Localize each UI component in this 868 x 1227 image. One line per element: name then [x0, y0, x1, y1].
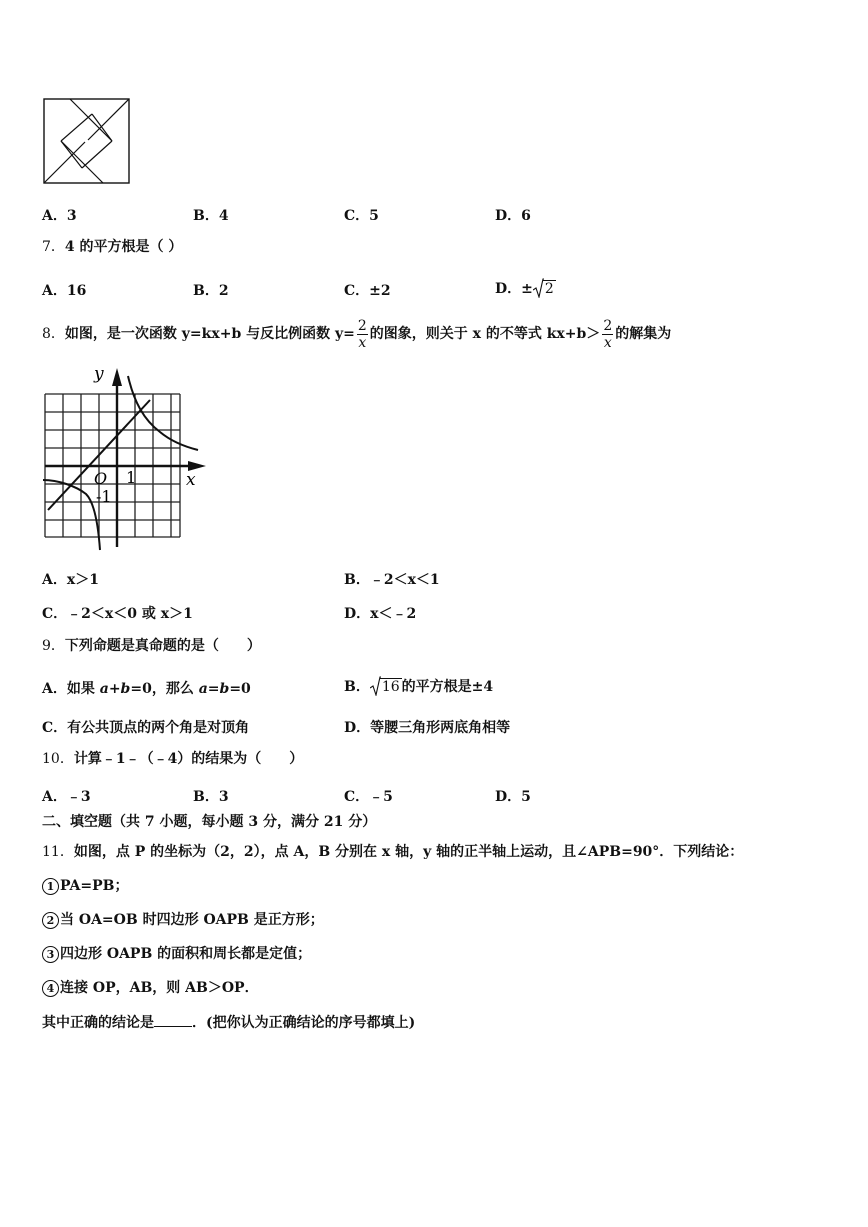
option-text: 3: [66, 208, 77, 224]
option-letter: C．: [344, 208, 370, 224]
option-letter: B．: [193, 208, 219, 224]
q7-option-c[interactable]: [344, 280, 391, 300]
fraction-denominator: x: [358, 334, 367, 351]
x-axis-label: x: [186, 470, 196, 490]
q6-option-d[interactable]: [495, 205, 531, 225]
item-text: PA=PB；: [60, 878, 129, 894]
option-letter: A．: [42, 572, 67, 588]
radicand: 16: [381, 679, 400, 695]
option-text: 的平方根是±4: [401, 679, 494, 695]
math-expression: a+b: [99, 681, 131, 697]
circled-number: 2: [42, 912, 59, 929]
item-text: 四边形 OAPB 的面积和周长都是定值；: [60, 946, 312, 962]
q8-option-d[interactable]: [344, 603, 416, 623]
option-letter: D．: [344, 720, 371, 736]
y-tick-label-neg1: -1: [96, 487, 112, 506]
q11-stem: [42, 842, 743, 862]
q11-item-3: [42, 944, 311, 964]
option-letter: C．: [42, 720, 68, 736]
q7-option-a[interactable]: [42, 280, 86, 300]
option-text: 4: [218, 208, 229, 224]
option-letter: B．: [193, 283, 219, 299]
question-number: 8．: [42, 326, 65, 342]
y-axis-label: y: [94, 364, 104, 384]
question-text: 如图，点 P 的坐标为（2，2），点 A，B 分别在 x 轴，y 轴的正半轴上运动，且∠APB=90°．下列结论：: [73, 844, 744, 860]
q10-option-d[interactable]: [495, 786, 531, 806]
q9-option-d[interactable]: [344, 717, 510, 737]
option-text: 有公共顶点的两个角是对顶角: [67, 720, 250, 736]
q8-option-b[interactable]: [344, 569, 440, 589]
option-letter: A．: [42, 789, 67, 805]
x-tick-label-1: 1: [126, 468, 137, 487]
question-text: 计算﹣1﹣（﹣4）的结果为（ ）: [73, 751, 304, 767]
option-letter: B．: [193, 789, 219, 805]
option-text: 16: [66, 283, 87, 299]
option-text: ±: [521, 281, 533, 297]
q10-option-b[interactable]: [193, 786, 229, 806]
option-text: 2: [218, 283, 229, 299]
q9-option-c[interactable]: [42, 717, 249, 737]
radicand: 2: [544, 281, 554, 297]
option-text: 5: [521, 789, 531, 805]
q9-option-a[interactable]: [42, 678, 251, 698]
q10-option-c[interactable]: [344, 786, 393, 806]
answer-prefix: 其中正确的结论是: [42, 1015, 154, 1031]
question-text-part2: 的图象，则关于 x 的不等式 kx+b＞: [369, 326, 601, 342]
q9-stem: [42, 636, 261, 656]
circled-number: 4: [42, 980, 59, 997]
question-number: 11．: [42, 844, 74, 860]
function-graph: [40, 362, 208, 552]
square-pinwheel-figure: [40, 96, 134, 186]
question-number: 7．: [42, 239, 65, 255]
option-text: 等腰三角形两底角相等: [370, 720, 511, 736]
option-letter: B．: [344, 572, 370, 588]
q8-option-a[interactable]: [42, 569, 99, 589]
option-letter: A．: [42, 208, 67, 224]
option-text: x＞1: [66, 572, 99, 588]
item-text: 当 OA=OB 时四边形 OAPB 是正方形；: [60, 912, 324, 928]
circled-number: 3: [42, 946, 59, 963]
fraction-numerator: 2: [357, 317, 367, 334]
q7-stem: [42, 237, 182, 257]
option-text: 6: [521, 208, 531, 224]
question-text: 下列命题是真命题的是（ ）: [64, 638, 261, 654]
option-text: =0，那么: [130, 681, 199, 697]
question-text-part3: 的解集为: [615, 326, 672, 342]
option-letter: B．: [344, 679, 370, 695]
option-letter: C．: [344, 789, 370, 805]
math-variable: a: [198, 681, 208, 697]
q9-option-b[interactable]: [344, 676, 493, 696]
option-letter: D．: [495, 281, 522, 297]
option-letter: C．: [344, 283, 370, 299]
answer-suffix: ．(把你认为正确结论的序号都填上): [192, 1015, 416, 1031]
q11-item-2: [42, 910, 324, 930]
option-text: ﹣3: [66, 789, 91, 805]
question-text: 4 的平方根是（ ）: [64, 239, 183, 255]
option-text: x＜﹣2: [370, 606, 417, 622]
option-text: =0: [229, 681, 251, 697]
q6-option-a[interactable]: [42, 205, 77, 225]
q8-option-c[interactable]: [42, 603, 193, 623]
q7-option-d[interactable]: [495, 278, 556, 298]
origin-label: O: [94, 469, 108, 488]
q10-option-a[interactable]: [42, 786, 91, 806]
section-title: 二、填空题（共 7 小题，每小题 3 分，满分 21 分）: [42, 814, 377, 830]
q11-answer-line: [42, 1012, 415, 1033]
fraction-2-over-x: [357, 318, 368, 351]
option-text: ﹣5: [369, 789, 393, 805]
question-number: 9．: [42, 638, 65, 654]
q11-item-1: [42, 876, 128, 896]
option-letter: D．: [495, 789, 522, 805]
q7-option-b[interactable]: [193, 280, 229, 300]
option-letter: D．: [495, 208, 522, 224]
option-text: ±2: [369, 283, 391, 299]
sqrt-expression: [533, 280, 556, 297]
fraction-numerator: 2: [603, 317, 613, 334]
q11-item-4: [42, 978, 259, 998]
q10-stem: [42, 749, 303, 769]
q8-stem: [42, 314, 671, 354]
circled-number: 1: [42, 878, 59, 895]
item-text: 连接 OP，AB，则 AB＞OP．: [60, 980, 259, 996]
fraction-denominator: x: [603, 334, 612, 351]
answer-blank[interactable]: [154, 1012, 192, 1027]
option-text: 5: [369, 208, 379, 224]
question-number: 10．: [42, 751, 74, 767]
option-text: ﹣2＜x＜1: [369, 572, 440, 588]
q6-option-c[interactable]: [344, 205, 379, 225]
q6-option-b[interactable]: [193, 205, 229, 225]
option-text: 如果: [66, 681, 100, 697]
option-letter: C．: [42, 606, 68, 622]
fraction-2-over-x: [602, 318, 613, 351]
option-letter: D．: [344, 606, 371, 622]
option-letter: A．: [42, 283, 67, 299]
option-letter: A．: [42, 681, 67, 697]
option-text: =: [207, 681, 220, 697]
option-text: 3: [218, 789, 229, 805]
sqrt-expression: [370, 678, 402, 695]
question-text-part1: 如图，是一次函数 y=kx+b 与反比例函数 y=: [64, 326, 355, 342]
math-variable: b: [219, 681, 230, 697]
option-text: ﹣2＜x＜0 或 x＞1: [67, 606, 193, 622]
